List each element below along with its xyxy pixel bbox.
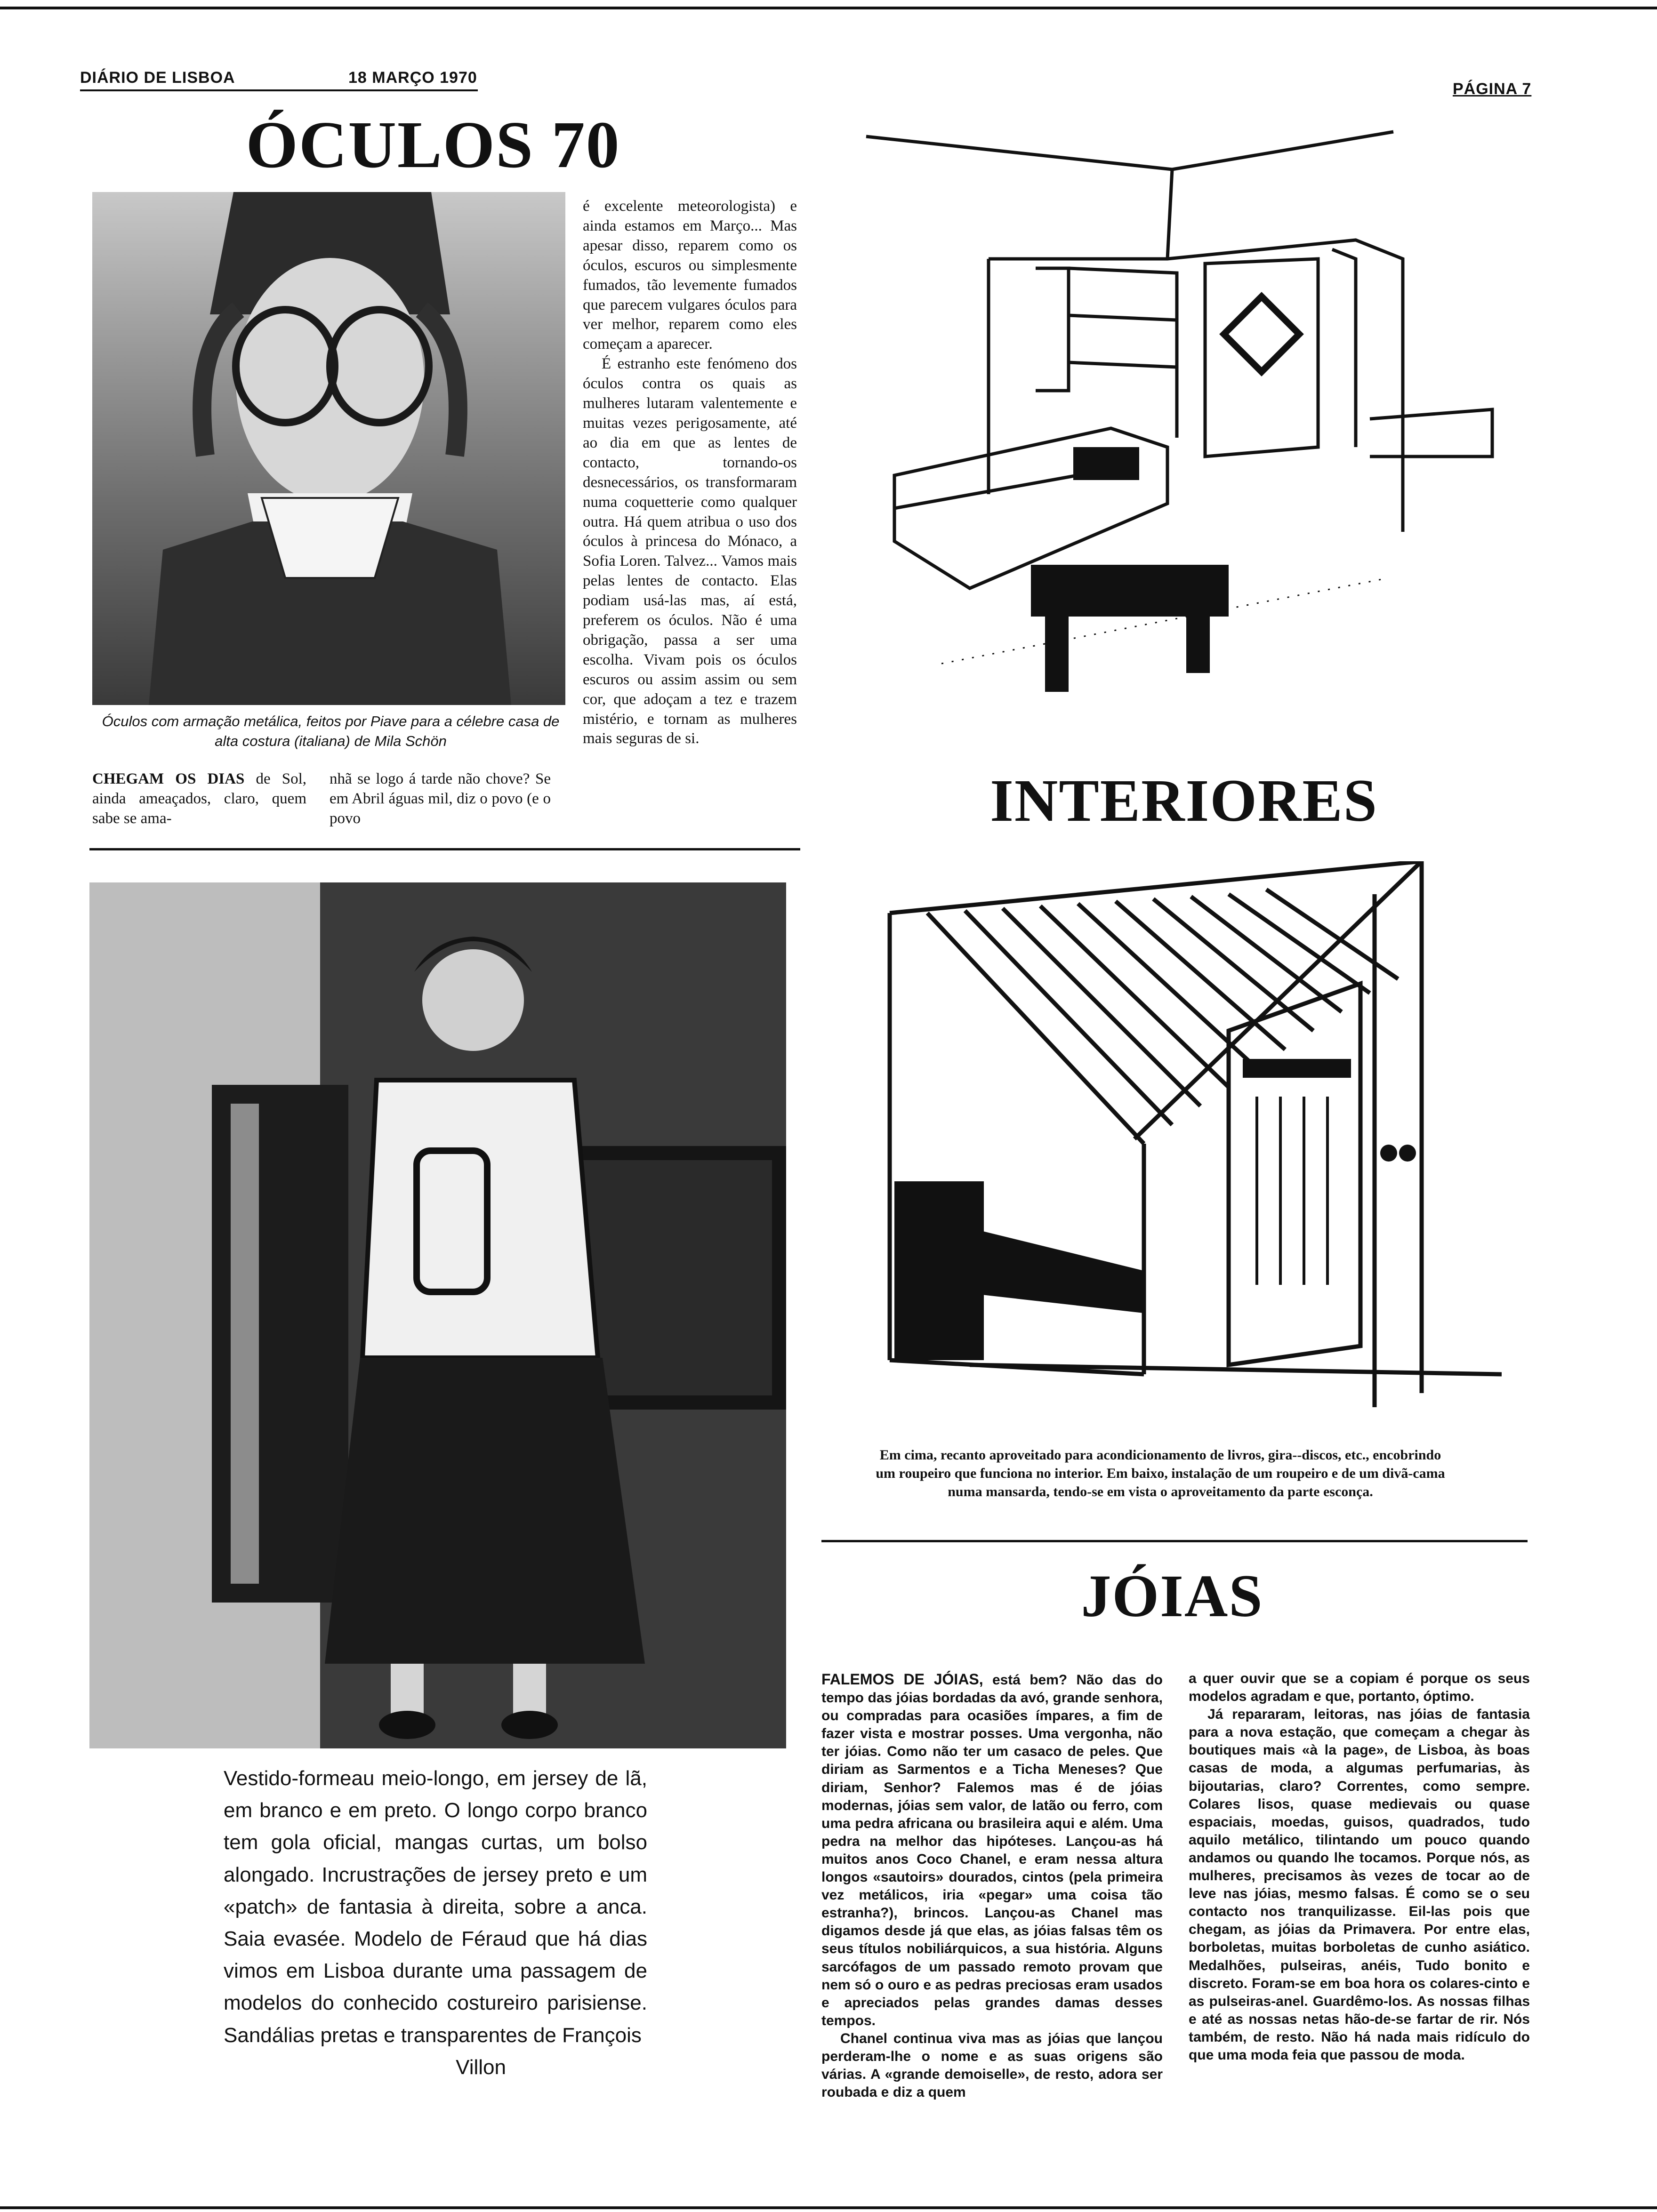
interior-drawing-bottom: [843, 861, 1502, 1426]
model-in-dress-illustration: [89, 882, 786, 1748]
joias-column-1: [821, 1670, 1163, 2101]
interiores-title: INTERIORES: [990, 767, 1378, 834]
bookshelf-room-illustration: [847, 118, 1497, 729]
oculos-col1-text: de Sol, ainda ameaçados, claro, quem sabe se ama-: [92, 770, 307, 827]
dress-caption-signature: Villon: [456, 2055, 506, 2079]
oculos-title: ÓCULOS 70: [246, 107, 620, 182]
joias-column-2: [1189, 1670, 1530, 2064]
joias-lead: FALEMOS DE JÓIAS,: [821, 1671, 983, 1688]
interiores-caption: Em cima, recanto aproveitado para acondicionamento de livros, gira--discos, etc., encobrindo um roupeiro que funciona no interior. Em baixo, instalação de um roupeiro e de um divã-cama numa mansarda, tendo-se em vista o aproveitamento da parte esconça.: [876, 1447, 1445, 1499]
oculos-column-1: [92, 769, 306, 829]
dress-photo: [89, 882, 786, 1748]
left-section-rule: [89, 848, 800, 850]
page-bottom-border: [0, 2206, 1657, 2209]
page-number: PÁGINA 7: [1453, 80, 1532, 98]
page-top-border: [0, 7, 1657, 9]
dress-caption: [224, 1763, 647, 2084]
interior-drawing-top: [847, 118, 1497, 729]
joias-col1-paragraph-1: está bem? Não das do tempo das jóias bordadas da avó, grande senhora, ou compradas para ocasiões ímpares, a fim de fazer vista e mostrar posses. Uma vergonha, não ter jóias. Como não ter um casaco de peles. Que diriam as Sarmentos e a Ticha Meneses? Que diriam, Senhor? Falemos mas é de jóias modernas, jóias sem valor, de latão ou ferro, com uma pedra africana ou brasileira aqui e além. Uma pedra na melhor das hipóteses. Lançou-as há muitos anos Coco Chanel, e eram nessa altura longos «sautoirs» dourados, cintos (pela primeira vez metálicos, iria «pegar» uma coisa tão estranha?), brincos. Lançou-as Chanel mas digamos desde já que elas, as jóias falsas têm os seus títulos nobiliárquicos, a sua história. Alguns sarcófagos de um passado remoto provam que nem só o ouro e as pedras preciosas eram usados e apreciados pelas grandes damas desses tempos.: [821, 1672, 1163, 2028]
dress-caption-text: Vestido-formeau meio-longo, em jersey de lã, em branco e em preto. O longo corpo branco tem gola oficial, mangas curtas, um bolso alongado. Incrustrações de jersey preto e um «patch» de fantasia à direita, sobre a anca. Saia evasée. Modelo de Féraud que há dias vimos em Lisboa durante uma passagem de modelos do conhecido costureiro parisiense. Sandálias pretas e transparentes de François: [224, 1767, 647, 2047]
joias-col1-paragraph-2: Chanel continua viva mas as jóias que lançou perderam-lhe o nome e as suas origens são várias. A «grande demoiselle», de resto, adora ser roubada e diz a quem: [821, 2030, 1163, 2100]
oculos-col3-paragraph-1: é excelente meteorologista) e ainda estamos em Março... Mas apesar disso, reparem como os óculos, escuros ou simplesmente fumados, tão levemente fumados que parecem vulgares óculos para ver melhor, reparem como eles começam a aparecer.: [583, 198, 797, 353]
oculos-col2-text: nhã se logo á tarde não chove? Se em Abril águas mil, diz o povo (e o povo: [330, 770, 551, 827]
attic-wardrobe-illustration: [843, 861, 1502, 1426]
oculos-col3-paragraph-2: É estranho este fenómeno dos óculos contra os quais as mulheres lutaram valentemente e muitas vezes perigosamente, até ao dia em que as lentes de contacto, tornando-os desnecessários, os transformaram numa coquetterie como qualquer outra. Há quem atribua o uso dos óculos à princesa do Mónaco, a Sofia Loren. Talvez... Vamos mais pelas lentes de contacto. Elas podiam usá-las mas, aí está, preferem os óculos. Não é uma obrigação, passa a ser uma escolha. Vivam pois os óculos escuros ou assim assim ou sem cor, que adoçam a tez e trazem mistério, e tornam as mulheres mais seguras de si.: [583, 355, 797, 747]
joias-col2-paragraph-2: Já repararam, leitoras, nas jóias de fantasia para a nova estação, que começam a chegar às boutiques mais «à la page», de Lisboa, às boas casas de moda, a algumas perfumarias, às bijoutarias, claro? Correntes, como sempre. Colares lisos, quase medievais ou quase espaciais, moedas, guisos, quadrados, tudo aquilo metálico, tilintando um pouco quando andamos ou quando lhe tocamos. Porque nós, as mulheres, precisamos às vezes de tocar ao de leve nas jóias, mesmo falsas. É como se o seu contacto nos tranquilizasse. Eil-las pois que chegam, as jóias da Primavera. Por entre elas, borboletas, muitas borboletas de cunho asiático. Medalhões, pulseiras, anéis, Tudo bonito e discreto. Foram-se em boa hora os colares-cinto e as pulseiras-anel. Guardêmo-los. As nossas filhas e até as nossas netas hão-de-se fartar de rir. Nós também, de resto. Não há nada mais ridículo do que uma moda feia que passou de moda.: [1189, 1707, 1530, 2063]
joias-title: JÓIAS: [1081, 1563, 1263, 1629]
issue-date: 18 MARÇO 1970: [348, 69, 477, 87]
oculos-lead: CHEGAM OS DIAS: [92, 770, 245, 787]
header-rule: [80, 89, 478, 91]
woman-with-glasses-illustration: [92, 192, 565, 705]
oculos-photo: [92, 192, 565, 705]
right-section-rule: [821, 1540, 1528, 1542]
oculos-column-3: [583, 197, 797, 749]
joias-col2-paragraph-1: a quer ouvir que se a copiam é porque os seus modelos agradam e que, portanto, óptimo.: [1189, 1671, 1530, 1705]
newspaper-name: DIÁRIO DE LISBOA: [80, 69, 235, 87]
oculos-photo-caption: Óculos com armação metálica, feitos por Piave para a célebre casa de alta costura (italiana) de Mila Schön: [102, 713, 560, 749]
oculos-column-2: [330, 769, 551, 829]
